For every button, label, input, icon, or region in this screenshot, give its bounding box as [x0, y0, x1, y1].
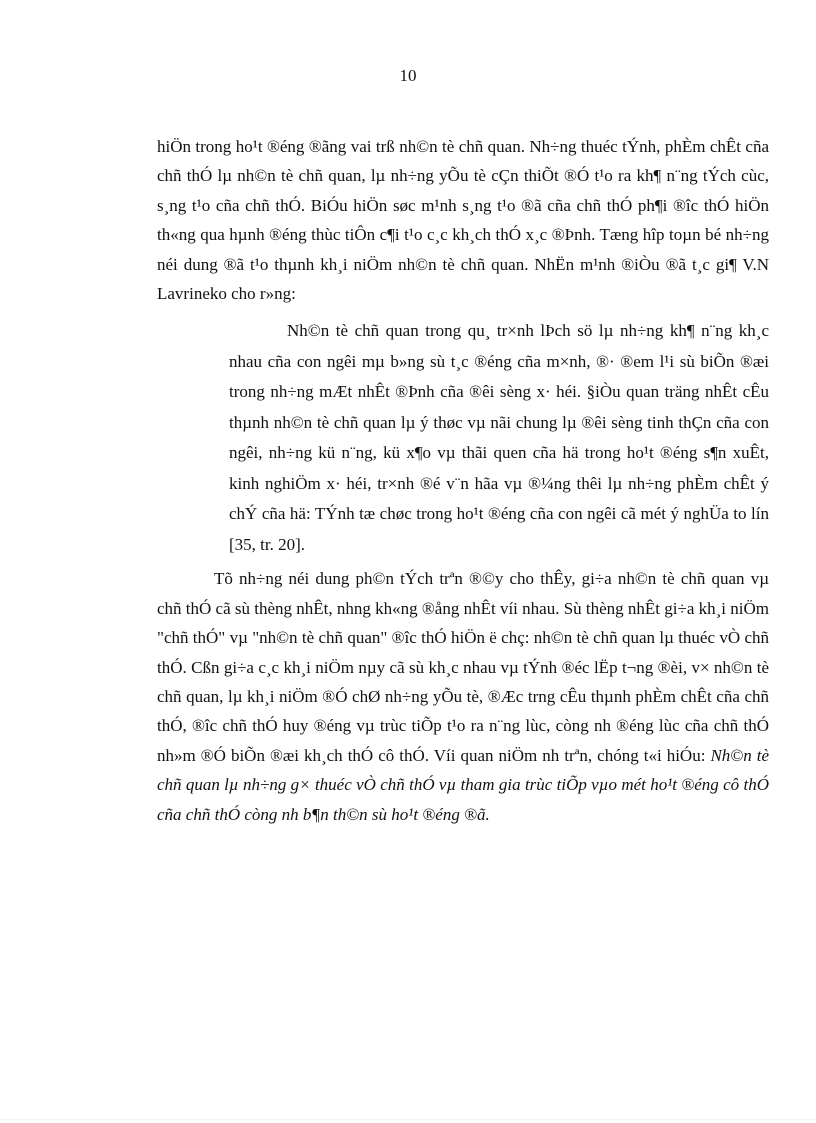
page-bottom-edge [0, 1119, 816, 1120]
block-quote: Nh©n tè chñ quan trong qu¸ tr×nh lÞch sö lµ nh÷ng kh¶ n¨ng kh¸c nhau cña con ngêi mµ b»ng sù t¸c ®éng cña m×nh, ®· ®em l¹i sù biÕn ®æi trong nh÷ng mÆt nhÊt ®Þnh cña ®êi sèng x· héi. §iÒu quan träng nhÊt cÊu thµnh nh©n tè chñ quan lµ ý thøc vµ nãi chung lµ ®êi sèng tinh thÇn cña con ngêi, nh÷ng kü n¨ng, kü x¶o vµ thãi quen cña hä trong ho¹t ®éng s¶n xuÊt, kinh nghiÖm x· héi, tr×nh ®é v¨n hãa vµ ®¼ng thêi lµ nh÷ng phÈm chÊt ý chÝ cña hä: TÝnh tæ chøc trong ho¹t ®éng cña con ngêi cã mét ý nghÜa to lín [35, tr. 20]. [229, 321, 769, 554]
paragraph-analysis [157, 564, 769, 829]
page-number: 10 [399, 66, 417, 85]
body-text [157, 132, 769, 829]
paragraph-intro: hiÖn trong ho¹t ®éng ®ãng vai trß nh©n tè chñ quan. Nh÷ng thuéc tÝnh, phÈm chÊt cña chñ thÓ lµ nh©n tè chñ quan, lµ nh÷ng yÕu tè cÇn thiÕt ®Ó t¹o ra kh¶ n¨ng tÝch cùc, s¸ng t¹o cña chñ thÓ. BiÓu hiÖn søc m¹nh s¸ng t¹o ®ã cña chñ thÓ ph¶i ®îc thÓ hiÖn th«ng qua hµnh ®éng thùc tiÔn c¶i t¹o c¸c kh¸ch thÓ x¸c ®Þnh. Tæng hîp toµn bé nh÷ng néi dung ®ã t¹o thµnh kh¸i niÖm nh©n tè chñ quan. NhËn m¹nh ®iÒu ®ã t¸c gi¶ V.N Lavrineko cho r»ng: [157, 137, 769, 304]
definition-italic: Nh©n tè chñ quan lµ nh÷ng g× thuéc vÒ chñ thÓ vµ tham gia trùc tiÕp vµo mét ho¹t ®éng cô thÓ cña chñ thÓ còng nh b¶n th©n sù ho¹t ®éng ®ã. [157, 745, 769, 824]
paragraph-analysis-text: Tõ nh÷ng néi dung ph©n tÝch trªn ®©y cho thÊy, gi÷a nh©n tè chñ quan vµ chñ thÓ cã sù thèng nhÊt, nhng kh«ng ®ång nhÊt víi nhau. Sù thèng nhÊt gi÷a kh¸i niÖm "chñ thÓ" vµ "nh©n tè chñ quan" ®îc thÓ hiÖn ë chç: nh©n tè chñ quan lµ thuéc vÒ chñ thÓ. Cßn gi÷a c¸c kh¸i niÖm nµy cã sù kh¸c nhau vµ tÝnh ®éc lËp t¬ng ®èi, v× nh©n tè chñ quan, lµ kh¸i niÖm ®Ó chØ nh÷ng yÕu tè, ®Æc trng cÊu thµnh phÈm chÊt cña chñ thÓ, ®îc chñ thÓ huy ®éng vµ trùc tiÕp t¹o ra n¨ng lùc, còng nh ®éng lùc cña chñ thÓ nh»m ®Ó biÕn ®æi kh¸ch thÓ cô thÓ. Víi quan niÖm nh trªn, chóng t«i hiÓu: [157, 569, 769, 765]
